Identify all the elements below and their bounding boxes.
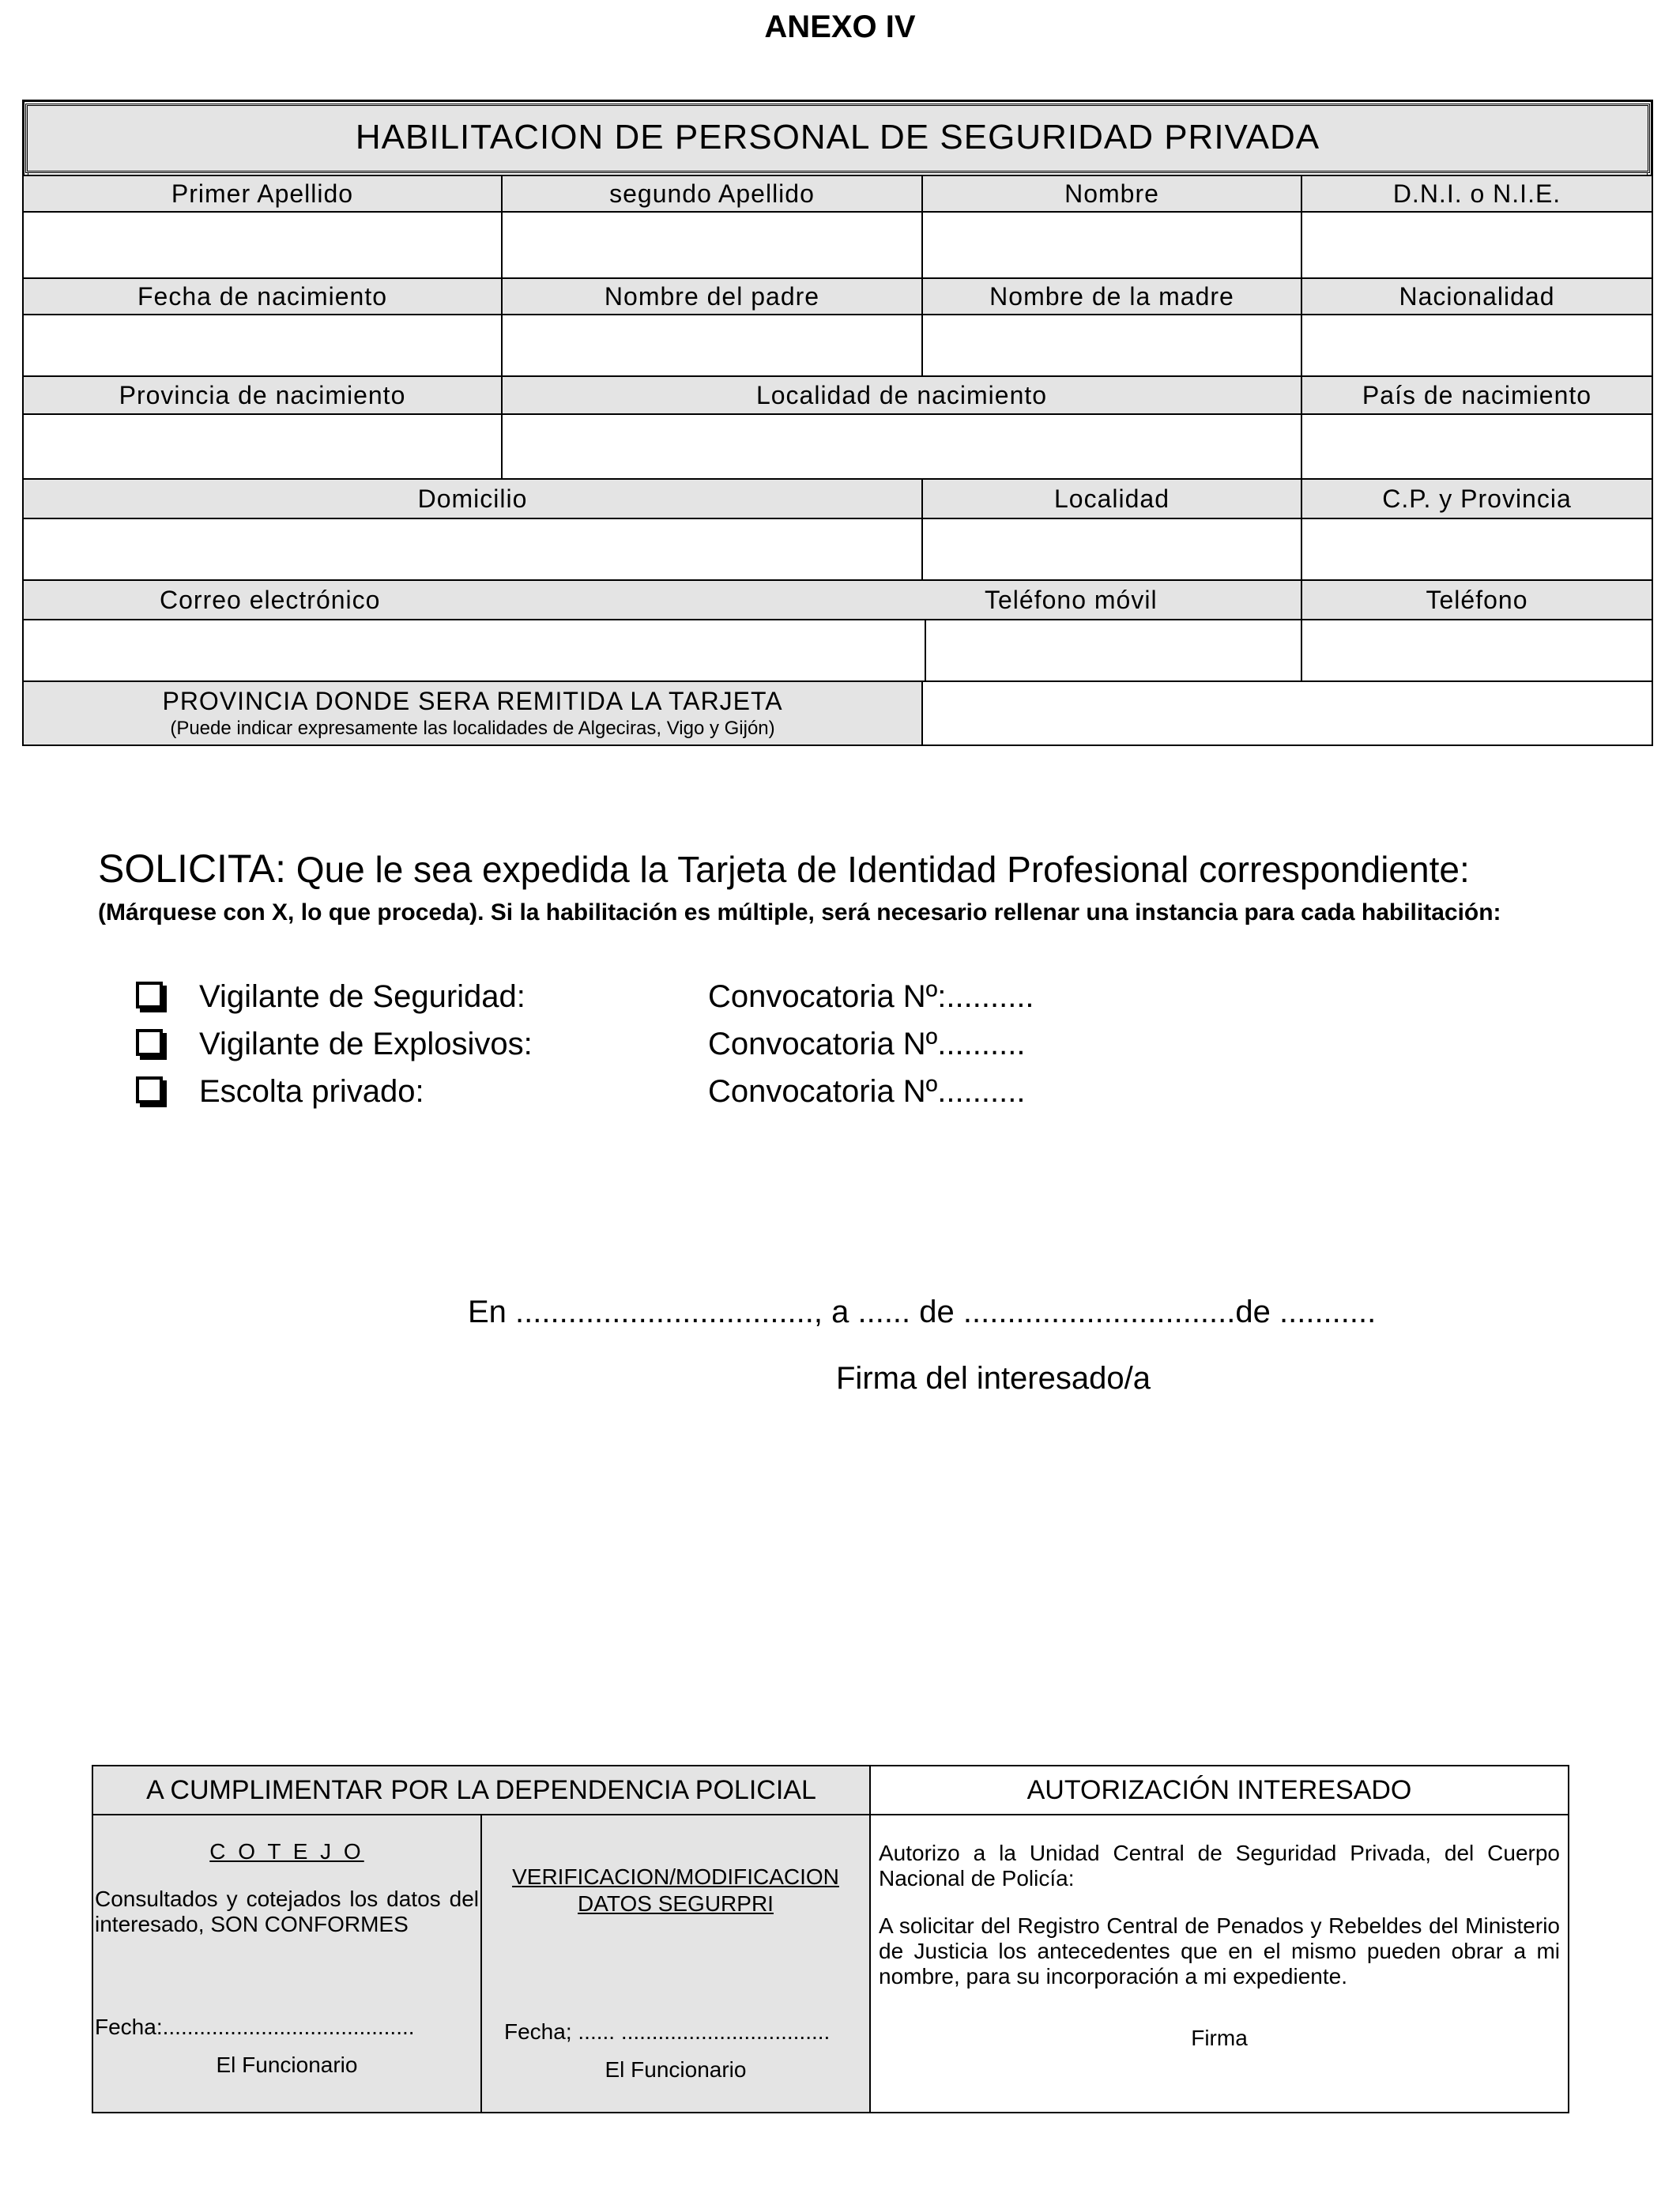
card-province-title: PROVINCIA DONDE SERA REMITIDA LA TARJETA xyxy=(162,687,783,715)
label-mobile-phone: Teléfono móvil xyxy=(985,585,1158,614)
label-birth-country: País de nacimiento xyxy=(1301,375,1653,415)
label-phone: Teléfono xyxy=(1301,579,1653,620)
option-private-escort-call: Convocatoria Nº.......... xyxy=(708,1074,1026,1109)
cotejo-title: C O T E J O xyxy=(209,1839,364,1864)
locality-field[interactable] xyxy=(921,518,1302,581)
card-province-label xyxy=(22,680,923,746)
option-explosives-guard-call: Convocatoria Nº.......... xyxy=(708,1027,1026,1061)
label-name: Nombre xyxy=(921,175,1302,213)
address-field[interactable] xyxy=(22,518,923,581)
email-phone-label-row xyxy=(22,579,1302,620)
label-dni-nie: D.N.I. o N.I.E. xyxy=(1301,175,1653,213)
card-province-note: (Puede indicar expresamente las localidades de Algeciras, Vigo y Gijón) xyxy=(170,718,775,739)
request-lead: SOLICITA: xyxy=(98,846,287,891)
applicant-signature-label: Firma del interesado/a xyxy=(836,1361,1151,1396)
cotejo-date: Fecha:......................................... xyxy=(95,2015,415,2039)
birth-province-field[interactable] xyxy=(22,413,503,480)
second-surname-field[interactable] xyxy=(501,211,923,279)
form-heading: HABILITACION DE PERSONAL DE SEGURIDAD PRIVADA xyxy=(25,104,1650,173)
label-address: Domicilio xyxy=(22,478,923,519)
place-date-line: En .................................., a ...... de ...............................de ........... xyxy=(468,1295,1377,1329)
father-name-field[interactable] xyxy=(501,314,923,377)
option-explosives-guard-label: Vigilante de Explosivos: xyxy=(199,1027,533,1061)
name-field[interactable] xyxy=(921,211,1302,279)
verification-title-line1: VERIFICACION/MODIFICACION xyxy=(512,1864,839,1889)
label-birth-locality: Localidad de nacimiento xyxy=(501,375,1302,415)
authorization-header: AUTORIZACIÓN INTERESADO xyxy=(869,1765,1569,1815)
request-statement xyxy=(98,846,1470,892)
authorization-section xyxy=(869,1814,1569,2113)
authorization-text-2: A solicitar del Registro Central de Penados y Rebeldes del Ministerio de Justicia los antecedentes que en el mismo pueden obrar a mi nombre, para su incorporación a mi expediente. xyxy=(879,1913,1560,1989)
label-email: Correo electrónico xyxy=(160,585,381,614)
verification-official: El Funcionario xyxy=(605,2057,747,2082)
nationality-field[interactable] xyxy=(1301,314,1653,377)
checkbox-security-guard[interactable] xyxy=(136,982,163,1008)
phone-field[interactable] xyxy=(1301,619,1653,682)
label-first-surname: Primer Apellido xyxy=(22,175,503,213)
verification-section xyxy=(480,1814,871,2113)
birth-country-field[interactable] xyxy=(1301,413,1653,480)
mobile-phone-field[interactable] xyxy=(925,619,1302,682)
verification-date: Fecha; ...... .................................. xyxy=(504,2019,831,2044)
document-title: ANEXO IV xyxy=(764,9,916,44)
verification-title-line2: DATOS SEGURPRI xyxy=(578,1891,774,1916)
label-postcode-province: C.P. y Provincia xyxy=(1301,478,1653,519)
option-security-guard-label: Vigilante de Seguridad: xyxy=(199,979,525,1014)
option-private-escort-label: Escolta privado: xyxy=(199,1074,424,1109)
card-province-field[interactable] xyxy=(921,680,1653,746)
checkbox-private-escort[interactable] xyxy=(136,1076,163,1103)
option-security-guard-call: Convocatoria Nº:.......... xyxy=(708,979,1034,1014)
label-mother-name: Nombre de la madre xyxy=(921,277,1302,315)
police-section-header: A CUMPLIMENTAR POR LA DEPENDENCIA POLICIAL xyxy=(92,1765,871,1815)
label-locality: Localidad xyxy=(921,478,1302,519)
label-birth-province: Provincia de nacimiento xyxy=(22,375,503,415)
cotejo-text: Consultados y cotejados los datos del interesado, SON CONFORMES xyxy=(95,1887,479,1936)
label-nationality: Nacionalidad xyxy=(1301,277,1653,315)
mother-name-field[interactable] xyxy=(921,314,1302,377)
authorization-signature-label: Firma xyxy=(1191,2026,1248,2050)
first-surname-field[interactable] xyxy=(22,211,503,279)
dni-nie-field[interactable] xyxy=(1301,211,1653,279)
postcode-province-field[interactable] xyxy=(1301,518,1653,581)
label-father-name: Nombre del padre xyxy=(501,277,923,315)
request-text: Que le sea expedida la Tarjeta de Identidad Profesional correspondiente: xyxy=(286,849,1470,890)
authorization-text-1: Autorizo a la Unidad Central de Seguridad Privada, del Cuerpo Nacional de Policía: xyxy=(879,1841,1560,1891)
birth-locality-field[interactable] xyxy=(501,413,1302,480)
checkbox-explosives-guard[interactable] xyxy=(136,1029,163,1056)
label-second-surname: segundo Apellido xyxy=(501,175,923,213)
birth-date-field[interactable] xyxy=(22,314,503,377)
cotejo-section xyxy=(92,1814,482,2113)
label-birth-date: Fecha de nacimiento xyxy=(22,277,503,315)
cotejo-official: El Funcionario xyxy=(216,2053,358,2077)
email-field[interactable] xyxy=(22,619,926,682)
request-instructions: (Márquese con X, lo que proceda). Si la habilitación es múltiple, será necesario rellenar una instancia para cada habilitación: xyxy=(98,899,1501,925)
